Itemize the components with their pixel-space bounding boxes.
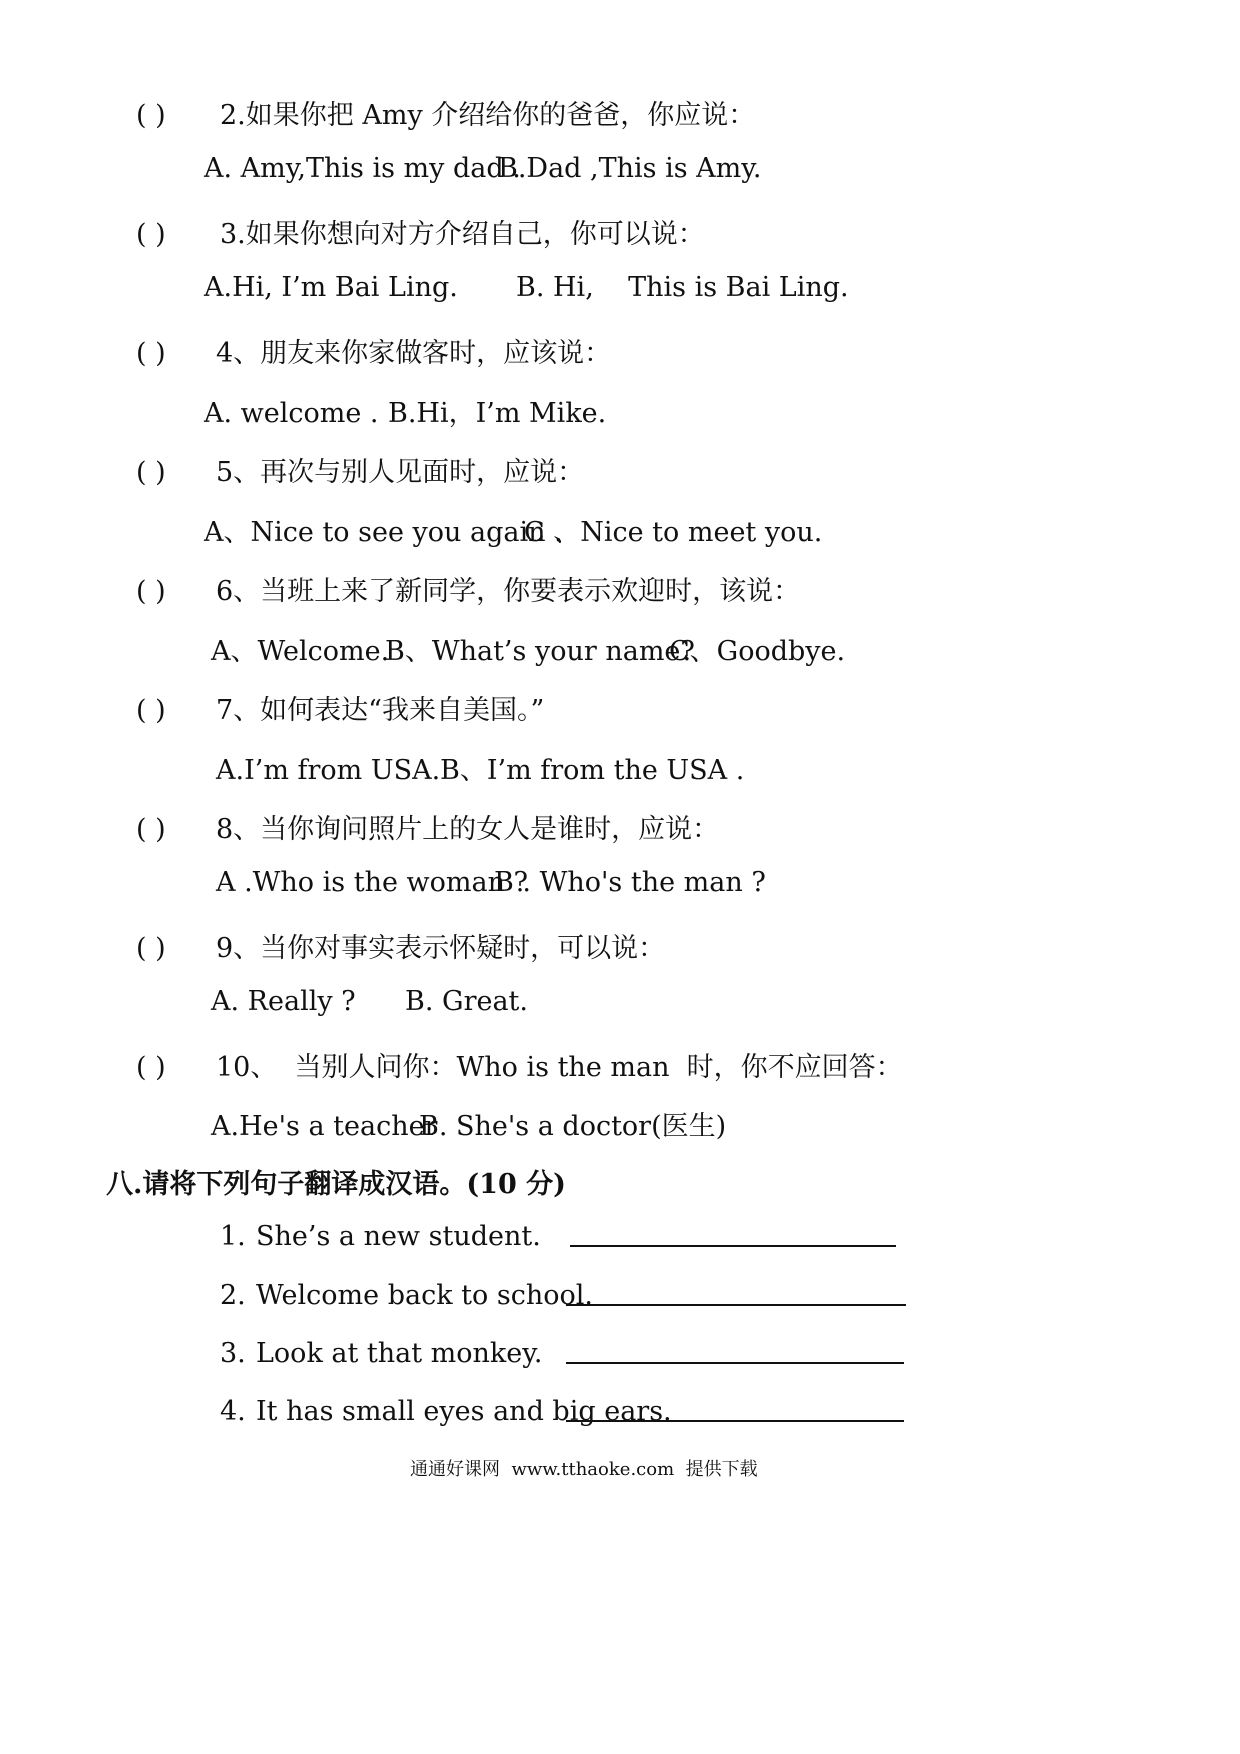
item-number: 1. bbox=[220, 1221, 246, 1252]
option-a: A、Welcome. bbox=[211, 636, 390, 667]
question-2 bbox=[136, 93, 755, 132]
answer-paren[interactable]: ( ) bbox=[136, 933, 166, 964]
answer-blank-3[interactable] bbox=[566, 1362, 904, 1364]
question-9-options bbox=[211, 986, 528, 1017]
question-3-options bbox=[204, 272, 849, 303]
option-a: A.He's a teacher bbox=[211, 1111, 438, 1142]
option-a: A、Nice to see you again . bbox=[204, 517, 563, 548]
question-8-options bbox=[216, 867, 766, 898]
question-6-options bbox=[211, 629, 845, 668]
question-prompt: 5、再次与别人见面时，应说： bbox=[216, 457, 585, 488]
option-a: A. welcome . bbox=[204, 398, 379, 429]
question-prompt: 4、朋友来你家做客时，应该说： bbox=[216, 338, 612, 369]
answer-paren[interactable]: ( ) bbox=[136, 100, 166, 131]
question-4-options bbox=[204, 391, 606, 430]
option-b: B. Great. bbox=[405, 986, 528, 1017]
answer-paren[interactable]: ( ) bbox=[136, 338, 166, 369]
option-b: B、I’m from the USA . bbox=[440, 755, 745, 786]
option-b: B.Hi，I’m Mike. bbox=[388, 398, 607, 429]
question-7 bbox=[136, 688, 544, 727]
option-c: C 、Nice to meet you. bbox=[524, 517, 823, 548]
option-b: B . Who's the man ? bbox=[494, 867, 766, 898]
question-4 bbox=[136, 331, 611, 370]
translation-item-3 bbox=[220, 1338, 543, 1369]
item-sentence: It has small eyes and big ears. bbox=[256, 1396, 672, 1427]
option-a: A. Amy,This is my dad . bbox=[204, 153, 521, 184]
option-a: A. Really ? bbox=[211, 986, 356, 1017]
item-number: 2. bbox=[220, 1280, 246, 1311]
answer-blank-2[interactable] bbox=[566, 1304, 906, 1306]
item-sentence: Welcome back to school. bbox=[256, 1280, 593, 1311]
translation-item-4 bbox=[220, 1396, 672, 1427]
question-prompt: 9、当你对事实表示怀疑时，可以说： bbox=[216, 933, 666, 964]
answer-paren[interactable]: ( ) bbox=[136, 1052, 166, 1083]
question-10-options bbox=[211, 1104, 726, 1143]
question-3 bbox=[136, 212, 705, 251]
question-8 bbox=[136, 807, 719, 846]
translation-item-2 bbox=[220, 1280, 593, 1311]
option-a: A .Who is the woman ? bbox=[216, 867, 529, 898]
answer-paren[interactable]: ( ) bbox=[136, 814, 166, 845]
answer-blank-1[interactable] bbox=[570, 1245, 896, 1247]
option-a: A.I’m from USA. bbox=[216, 755, 441, 786]
footer-credit: 通通好课网 www.tthaoke.com 提供下载 bbox=[410, 1459, 758, 1480]
item-sentence: She’s a new student. bbox=[256, 1221, 541, 1252]
question-6 bbox=[136, 569, 800, 608]
question-prompt: 2.如果你把 Amy 介绍给你的爸爸，你应说： bbox=[220, 100, 756, 131]
question-9 bbox=[136, 926, 665, 965]
answer-paren[interactable]: ( ) bbox=[136, 576, 166, 607]
option-b: B. Hi, This is Bai Ling. bbox=[516, 272, 849, 303]
question-5-options bbox=[204, 510, 822, 549]
question-10 bbox=[136, 1045, 903, 1084]
item-number: 4. bbox=[220, 1396, 246, 1427]
question-prompt: 7、如何表达“我来自美国。” bbox=[216, 695, 545, 726]
question-prompt: 3.如果你想向对方介绍自己，你可以说： bbox=[220, 219, 705, 250]
answer-paren[interactable]: ( ) bbox=[136, 457, 166, 488]
option-b: B、What’s your name? bbox=[385, 636, 695, 667]
question-prompt: 6、当班上来了新同学，你要表示欢迎时，该说： bbox=[216, 576, 801, 607]
translation-item-1 bbox=[220, 1221, 541, 1252]
question-5 bbox=[136, 450, 584, 489]
answer-paren[interactable]: ( ) bbox=[136, 219, 166, 250]
item-sentence: Look at that monkey. bbox=[256, 1338, 543, 1369]
option-b: B.Dad ,This is Amy. bbox=[498, 153, 762, 184]
answer-paren[interactable]: ( ) bbox=[136, 695, 166, 726]
question-prompt: 8、当你询问照片上的女人是谁时，应说： bbox=[216, 814, 720, 845]
option-c: C、Goodbye. bbox=[669, 636, 846, 667]
answer-blank-4[interactable] bbox=[566, 1420, 904, 1422]
option-a: A.Hi, I’m Bai Ling. bbox=[204, 272, 458, 303]
question-prompt: 10、 当别人问你：Who is the man 时，你不应回答： bbox=[216, 1052, 903, 1083]
item-number: 3. bbox=[220, 1338, 246, 1369]
question-2-options bbox=[204, 153, 762, 184]
option-b: B. She's a doctor(医生) bbox=[419, 1111, 727, 1142]
section-title: 八.请将下列句子翻译成汉语。(10 分) bbox=[106, 1169, 566, 1200]
question-7-options bbox=[216, 748, 744, 787]
